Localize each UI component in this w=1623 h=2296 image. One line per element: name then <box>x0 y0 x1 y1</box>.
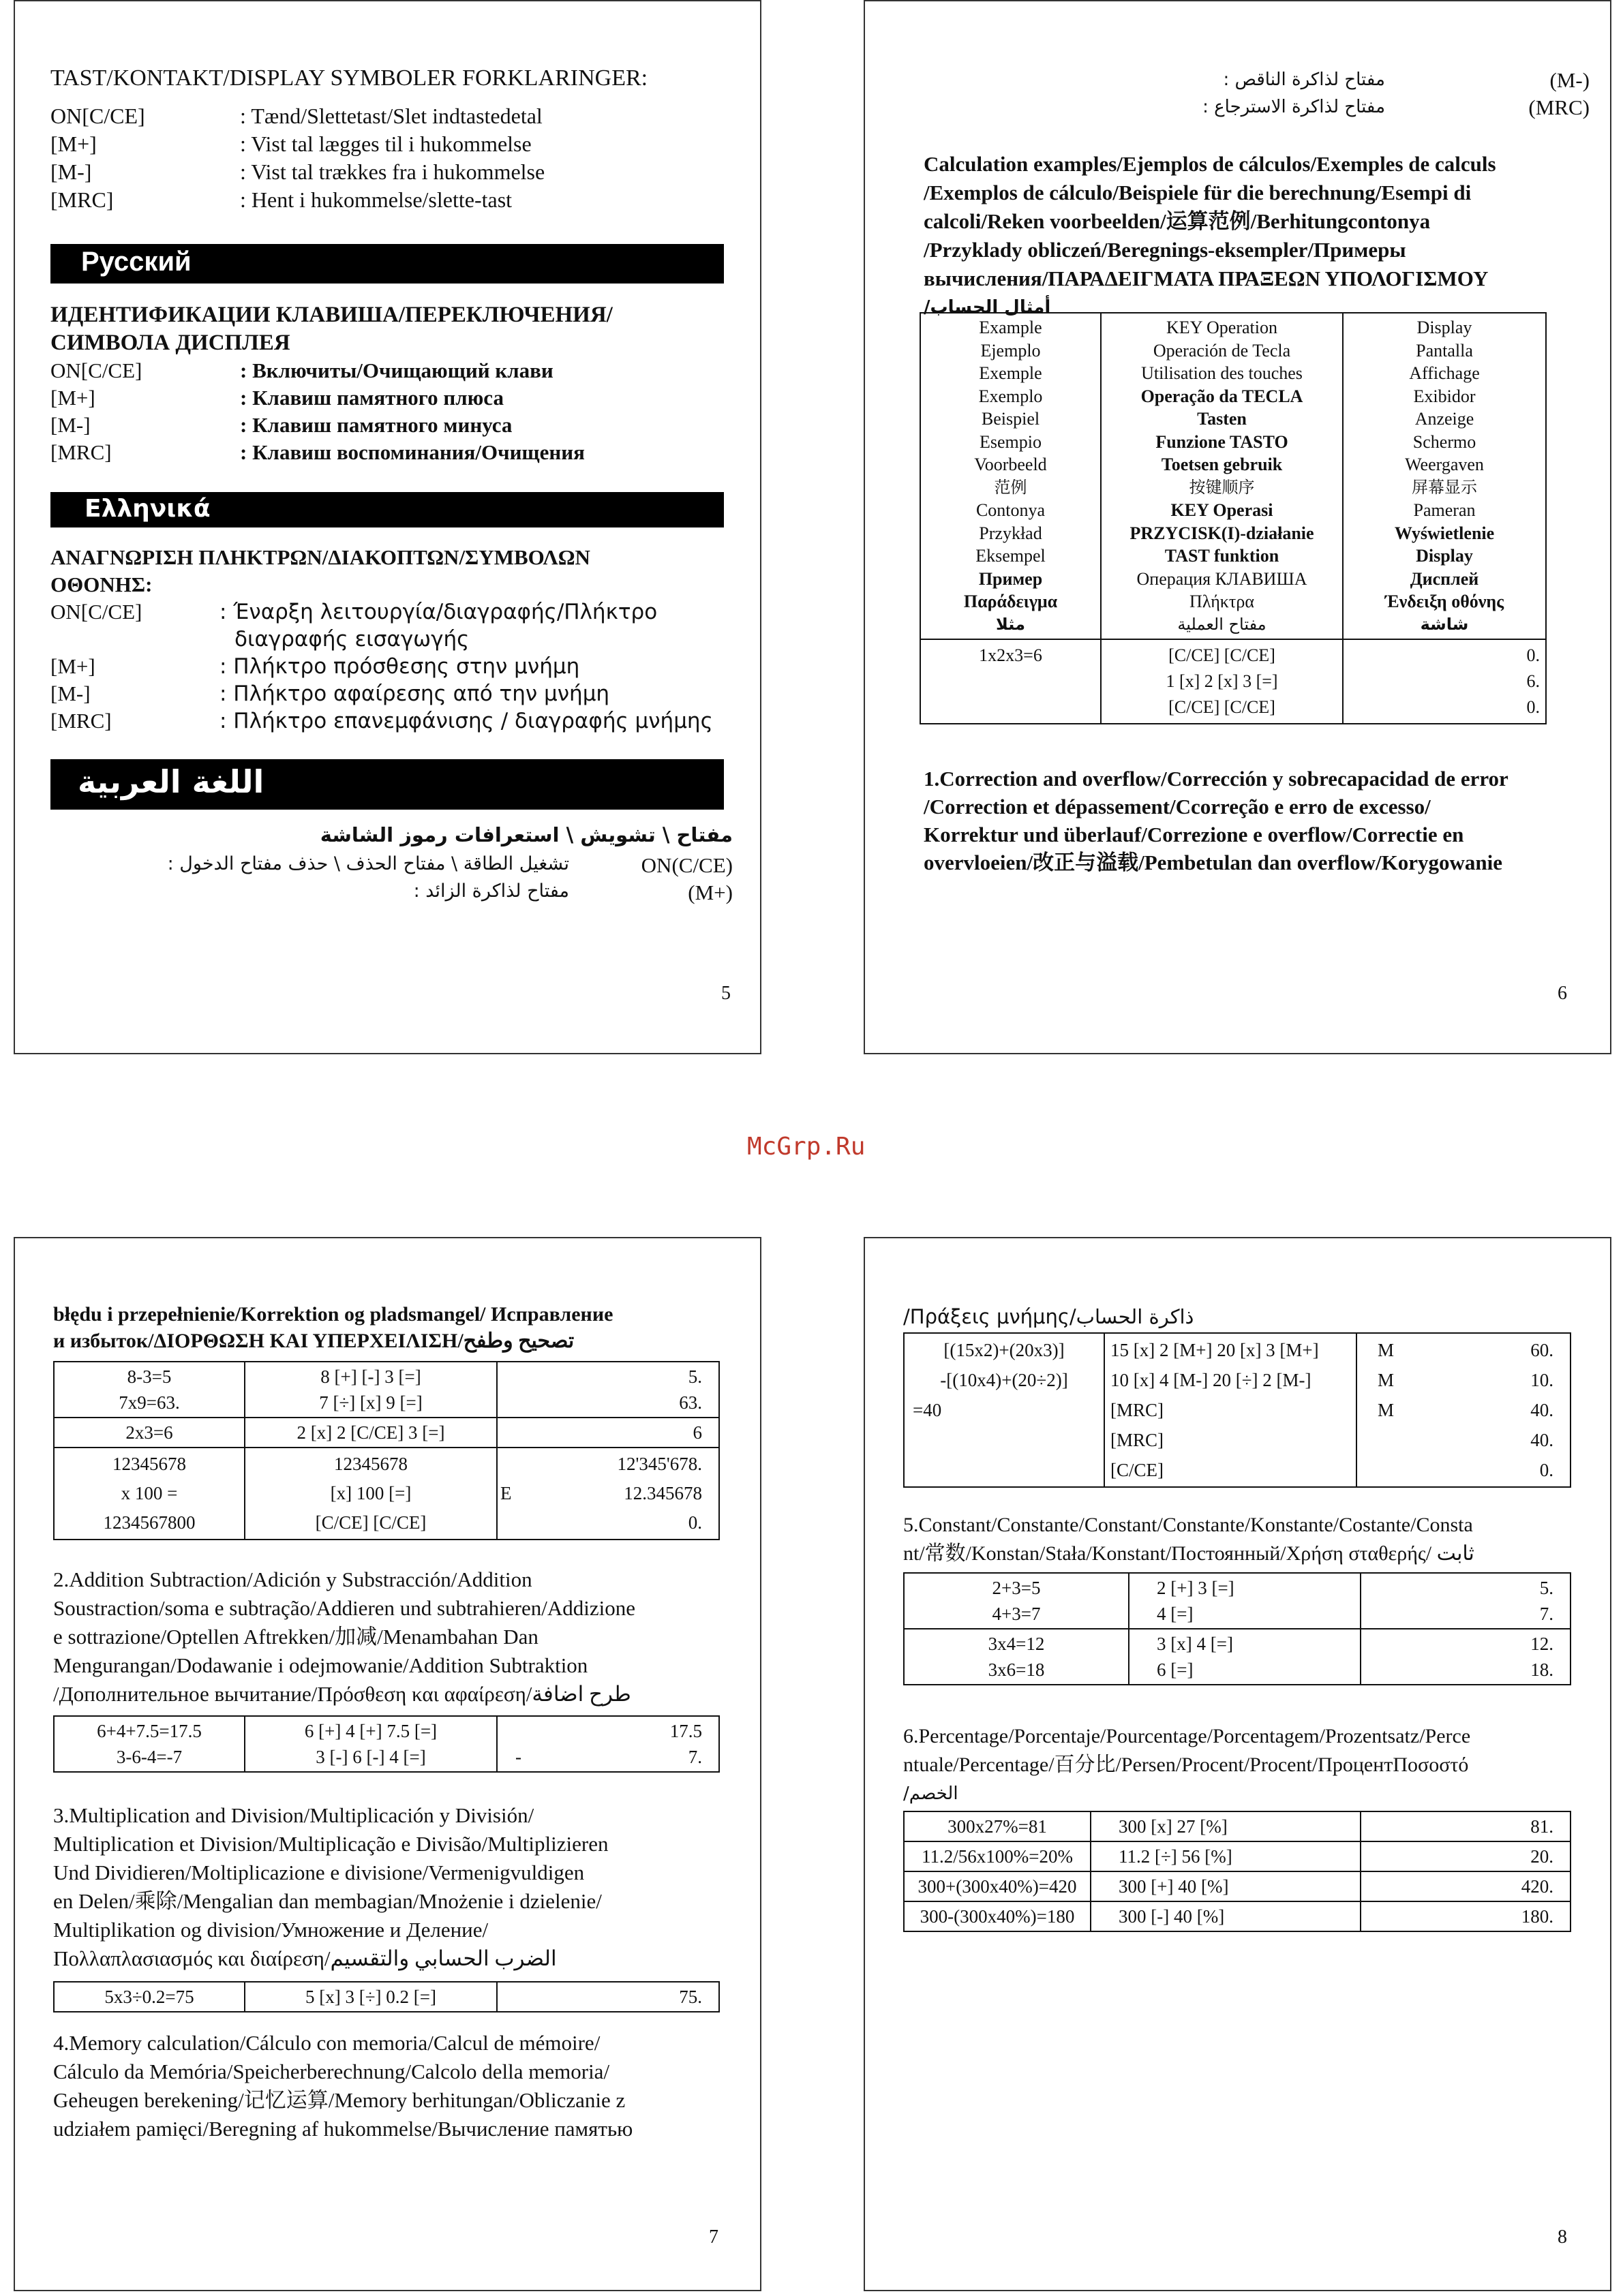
title-line: Calculation examples/Ejemplos de cálculos/Exemples de calculs <box>924 152 1496 176</box>
example-cell <box>54 1362 245 1418</box>
header-label: Операция КЛАВИША <box>1136 568 1307 589</box>
title-line: Multiplikation og division/Умножение и Деление/ <box>53 1918 489 1942</box>
key-desc: : Клавиш памятного минуса <box>240 413 513 437</box>
title-line: СИМВОЛА ДИСПЛЕЯ <box>50 331 290 355</box>
example-cell <box>54 1982 245 2012</box>
key-desc: : Tænd/Slettetast/Slet indtastedetal <box>240 104 543 128</box>
header-label: Exemple <box>979 363 1042 383</box>
table-row <box>904 1333 1571 1487</box>
header-label: Pantalla <box>1416 340 1473 361</box>
example-cell <box>904 1573 1129 1629</box>
display-value: 6 <box>693 1422 702 1443</box>
title-line: /الخصم <box>903 1784 958 1804</box>
key-label: [M-] <box>50 682 91 705</box>
key-label: [M+] <box>50 132 97 156</box>
addition-table <box>53 1715 720 1773</box>
key-sequence: 11.2 [÷] 56 [%] <box>1119 1846 1232 1867</box>
display-value: 63. <box>679 1392 702 1413</box>
greek-title <box>50 544 590 598</box>
key-label: [M-] <box>50 159 92 184</box>
example-text: =40 <box>913 1400 942 1420</box>
title-line: ΑΝΑΓΝΩΡΙΣΗ ΠΛΗΚΤΡΩΝ/ΔΙΑΚΟΠΤΩΝ/ΣΥΜΒΟΛΩΝ <box>50 545 590 569</box>
example-text: x 100 = <box>121 1483 178 1503</box>
display-cell <box>497 1362 719 1418</box>
example-cell <box>54 1448 245 1540</box>
display-value: 40. <box>1530 1430 1553 1450</box>
header-label: Beispiel <box>981 409 1040 429</box>
header-label: Ένδειξη οθόνης <box>1384 592 1504 611</box>
header-label: Pameran <box>1413 500 1476 520</box>
title-line: 1.Correction and overflow/Corrección y sobrecapacidad de error <box>924 767 1508 791</box>
key-sequence: [C/CE] <box>1110 1460 1164 1480</box>
title-line: Korrektur und überlauf/Correzione e overflow/Correctie en <box>924 823 1464 846</box>
header-label: Παράδειγμα <box>963 592 1058 611</box>
keys-cell <box>1129 1573 1361 1629</box>
key-sequence: 3 [-] 6 [-] 4 [=] <box>316 1747 426 1767</box>
page-number: 6 <box>1558 983 1567 1004</box>
title-line: Multiplication et Division/Multiplicação e Divisão/Multiplizieren <box>53 1832 609 1856</box>
key-sequence: 7 [÷] [x] 9 [=] <box>319 1392 423 1413</box>
display-value: 5. <box>1539 1578 1553 1598</box>
russian-title <box>50 301 613 357</box>
example-text: 1x2x3=6 <box>979 645 1042 665</box>
keys-cell <box>245 1448 497 1540</box>
key-sequence: [C/CE] [C/CE] <box>315 1512 427 1533</box>
example-text: 2+3=5 <box>992 1578 1041 1598</box>
table-row <box>920 313 1546 639</box>
key-desc: : Включиты/Очищающий клави <box>240 358 553 382</box>
header-label: Πλήκτρα <box>1189 592 1254 611</box>
header-label: Weergaven <box>1405 455 1484 474</box>
table-row <box>54 1982 719 2012</box>
example-text: [(15x2)+(20x3)] <box>943 1340 1065 1360</box>
key-sequence: [MRC] <box>1110 1400 1164 1420</box>
key-desc: διαγραφής εισαγωγής <box>234 627 470 652</box>
example-cell <box>904 1333 1104 1487</box>
table-row <box>920 639 1546 724</box>
table-row <box>54 1716 719 1772</box>
page-8 <box>864 1237 1611 2291</box>
header-keys-cell <box>1101 313 1343 639</box>
header-label: Дисплей <box>1410 568 1479 589</box>
display-cell <box>497 1716 719 1772</box>
greek-keys <box>50 598 142 735</box>
header-label: Example <box>979 318 1042 337</box>
table-row <box>54 1362 719 1418</box>
russian-keys <box>50 357 142 466</box>
header-label: Wyświetlenie <box>1394 523 1495 543</box>
key-sequence: 8 [+] [-] 3 [=] <box>320 1366 421 1387</box>
keys-cell <box>1091 1871 1361 1901</box>
example-text: 3-6-4=-7 <box>116 1747 183 1767</box>
example-text: 300+(300x40%)=420 <box>917 1876 1077 1897</box>
header-label: PRZYCISK(I)-działanie <box>1129 523 1314 543</box>
header-label: Affichage <box>1409 363 1480 383</box>
display-value: 7. <box>688 1747 702 1767</box>
display-value: 17.5 <box>669 1721 702 1741</box>
danish-keys <box>50 102 145 214</box>
title-line: Soustraction/soma e subtração/Addieren und subtrahieren/Addizione <box>53 1596 635 1620</box>
keys-cell <box>1091 1811 1361 1841</box>
keys-cell <box>1091 1841 1361 1871</box>
display-cell <box>497 1982 719 2012</box>
russian-section-header: Русский <box>50 244 724 284</box>
title-line: en Delen/乘除/Mengalian dan membagian/Mnożenie i dzielenie/ <box>53 1889 602 1913</box>
key-desc: : Πλήκτρο αφαίρεσης από την μνήμη <box>219 682 610 706</box>
example-cell <box>920 639 1101 724</box>
example-text: 8-3=5 <box>127 1366 172 1387</box>
title-line: 2.Addition Subtraction/Adición y Substracción/Addition <box>53 1567 532 1591</box>
key-sequence: 3 [x] 4 [=] <box>1157 1634 1233 1654</box>
header-label: 屏幕显示 <box>1412 477 1477 497</box>
percentage-table <box>903 1811 1571 1932</box>
display-value: 10. <box>1530 1370 1553 1390</box>
title-line: и избыток/ΔΙΟΡΘΩΣΗ ΚΑΙ ΥΠΕΡΧΕΙΛΙΣΗ/تصحيح وطفح <box>53 1330 575 1352</box>
title-line: Mengurangan/Dodawanie i odejmowanie/Addition Subtraktion <box>53 1653 588 1677</box>
display-cell <box>1361 1901 1571 1931</box>
header-label: Schermo <box>1412 431 1476 452</box>
key-sequence: 6 [+] 4 [+] 7.5 [=] <box>304 1721 438 1741</box>
section-1-continued <box>53 1301 613 1354</box>
header-label: Voorbeeld <box>974 455 1047 474</box>
header-label: مثلا <box>996 614 1025 634</box>
display-value: 75. <box>679 1987 702 2007</box>
example-text: 1234567800 <box>103 1512 196 1533</box>
display-value: 0. <box>1539 1460 1553 1480</box>
key-label: [M+] <box>50 654 95 678</box>
display-value: 180. <box>1521 1906 1553 1927</box>
key-label: [M-] <box>50 413 91 437</box>
title-line: /Дополнительное вычитание/Πρόσθεση και αφαίρεση/طرح اضافة <box>53 1682 631 1706</box>
key-desc: : Πλήκτρο επανεμφάνισης / διαγραφής μνήμης <box>219 709 713 733</box>
display-cell <box>1361 1629 1571 1685</box>
example-text: 300x27%=81 <box>947 1816 1047 1837</box>
header-example-cell <box>920 313 1101 639</box>
key-desc: : Клавиш памятного плюса <box>240 386 504 410</box>
key-label: [MRC] <box>50 187 114 212</box>
table-row <box>904 1811 1571 1841</box>
display-value: 6. <box>1526 671 1540 691</box>
key-desc: : Πλήκτρο πρόσθεσης στην μνήμη <box>219 654 580 679</box>
minus-indicator: - <box>515 1747 521 1767</box>
table-row <box>904 1841 1571 1871</box>
display-cell <box>1361 1871 1571 1901</box>
example-text: 11.2/56x100%=20% <box>922 1846 1073 1867</box>
section-1-title <box>924 765 1508 876</box>
header-label: شاشة <box>1420 614 1469 634</box>
header-label: Exemplo <box>978 386 1043 406</box>
example-text: 5x3÷0.2=75 <box>104 1987 194 2007</box>
title-line: /Exemplos de cálculo/Beispiele für die berechnung/Esempi di <box>924 181 1472 204</box>
key-sequence: 2 [+] 3 [=] <box>1157 1578 1234 1598</box>
table-row <box>54 1418 719 1448</box>
page-5 <box>14 0 761 1054</box>
header-label: مفتاح العملية <box>1177 614 1266 634</box>
key-sequence: [C/CE] [C/CE] <box>1168 645 1275 665</box>
key-desc: : Έναρξη λειτουργία/διαγραφής/Πλήκτρο <box>219 600 658 624</box>
arabic-desc: مفتاح لذاكرة الزائد : <box>413 881 569 902</box>
greek-section-header: Ελληνικά <box>50 492 724 527</box>
page-number: 7 <box>709 2226 718 2248</box>
example-text: 12345678 <box>112 1454 186 1474</box>
key-sequence: 15 [x] 2 [M+] 20 [x] 3 [M+] <box>1110 1340 1319 1360</box>
example-cell <box>904 1629 1129 1685</box>
key-label: ON[C/CE] <box>50 104 145 128</box>
key-desc: : Vist tal trækkes fra i hukommelse <box>240 159 545 184</box>
display-value: 12'345'678. <box>617 1454 702 1474</box>
section-3-title <box>53 1801 608 1973</box>
title-line: /أمثال الحساب <box>924 297 1051 318</box>
header-label: Esempio <box>980 431 1042 452</box>
arabic-section-header <box>50 759 724 810</box>
header-label: Operación de Tecla <box>1153 340 1291 361</box>
display-value: 40. <box>1530 1400 1553 1420</box>
section-2-title <box>53 1565 635 1709</box>
section-5-title <box>903 1511 1474 1568</box>
title-line: вычисления/ΠΑΡΑΔΕΙΓΜΑΤΑ ΠΡΑΞΕΩΝ ΥΠΟΛΟΓΙΣΜΟΥ <box>924 266 1489 290</box>
key-sequence: 12345678 <box>334 1454 408 1474</box>
title-line: Geheugen berekening/记忆运算/Memory berhitungan/Obliczanie z <box>53 2088 626 2112</box>
key-label: ON[C/CE] <box>50 600 142 624</box>
key-label <box>50 626 142 653</box>
section-4-title <box>53 2029 633 2143</box>
title-line: e sottrazione/Optellen Aftrekken/加减/Menambahan Dan <box>53 1625 539 1649</box>
page-7 <box>14 1237 761 2291</box>
title-line: calcoli/Reken voorbeelden/运算范例/Berhitungcontonya <box>924 209 1431 233</box>
title-line: overvloeien/改正与溢载/Pembetulan dan overflow/Korygowanie <box>924 851 1502 874</box>
table-row <box>904 1573 1571 1629</box>
watermark: McGrp.Ru <box>747 1133 866 1161</box>
header-label: KEY Operasi <box>1170 500 1273 520</box>
key-sequence: 300 [+] 40 [%] <box>1119 1876 1229 1897</box>
header-label: Anzeige <box>1414 409 1474 429</box>
key-sequence: 300 [x] 27 [%] <box>1119 1816 1228 1837</box>
example-text: 4+3=7 <box>992 1604 1041 1624</box>
example-cell <box>904 1841 1091 1871</box>
table-row <box>904 1901 1571 1931</box>
keys-cell <box>245 1418 497 1448</box>
key-sequence: [x] 100 [=] <box>330 1483 412 1503</box>
header-label: Пример <box>978 568 1043 589</box>
title-line: udziałem pamięci/Beregning af hukommelse/Вычисление памятью <box>53 2117 633 2141</box>
keys-cell <box>245 1362 497 1418</box>
header-label: Operação da TECLA <box>1140 386 1303 406</box>
header-label: Przykład <box>979 523 1042 543</box>
header-label: TAST funktion <box>1164 546 1279 566</box>
title-line: 3.Multiplication and Division/Multiplicación y División/ <box>53 1803 534 1827</box>
page-number: 8 <box>1558 2226 1567 2248</box>
display-value: 5. <box>688 1366 702 1387</box>
russian-descs <box>240 357 585 466</box>
key-desc: : Vist tal lægges til i hukommelse <box>240 132 532 156</box>
table-row <box>54 1448 719 1540</box>
memory-title-continued: /Πράξεις μνήμης/ذاكرة الحساب <box>903 1305 1194 1328</box>
key-desc: : Hent i hukommelse/slette-tast <box>240 187 513 212</box>
display-value: 0. <box>1526 645 1540 665</box>
example-cell <box>904 1871 1091 1901</box>
example-text: 2x3=6 <box>125 1422 173 1443</box>
example-text: 6+4+7.5=17.5 <box>97 1721 202 1741</box>
header-label: Ejemplo <box>980 340 1041 361</box>
calc-examples-title <box>924 150 1496 322</box>
key-sequence: 2 [x] 2 [C/CE] 3 [=] <box>297 1422 445 1443</box>
section-6-title <box>903 1722 1470 1808</box>
key-label: [MRC] <box>50 440 112 464</box>
key-sequence: 6 [=] <box>1157 1659 1194 1680</box>
display-cell <box>497 1418 719 1448</box>
memory-indicator: M <box>1378 1400 1395 1420</box>
example-cell <box>54 1716 245 1772</box>
page-number: 5 <box>721 983 731 1004</box>
key-label: [M+] <box>50 386 95 410</box>
example-text: 300-(300x40%)=180 <box>920 1906 1075 1927</box>
key-label: (M-) <box>1549 68 1590 92</box>
title-line: /Przyklady obliczeń/Beregnings-eksempler/Примеры <box>924 238 1406 262</box>
header-label: 按键顺序 <box>1189 477 1255 497</box>
display-value: 0. <box>688 1512 702 1533</box>
title-line: ΟΘΟΝΗΣ: <box>50 572 153 596</box>
multiplication-table <box>53 1981 720 2012</box>
correction-table <box>53 1361 720 1540</box>
display-cell <box>1361 1841 1571 1871</box>
header-label: Utilisation des touches <box>1141 363 1303 383</box>
display-value: 0. <box>1526 697 1540 717</box>
header-label: Exibidor <box>1413 386 1476 406</box>
example-text: 3x6=18 <box>988 1659 1045 1680</box>
header-label: Funzione TASTO <box>1155 431 1288 452</box>
key-desc: : Клавиш воспоминания/Очищения <box>240 440 585 464</box>
arabic-desc: تشغيل الطاقة \ مفتاح الحذف \ حذف مفتاح الدخول : <box>167 853 569 874</box>
arabic-header-text: اللغة العربية <box>78 763 264 800</box>
key-label: (MRC) <box>1528 95 1590 119</box>
memory-indicator: M <box>1378 1340 1395 1360</box>
keys-cell <box>245 1716 497 1772</box>
arabic-desc: مفتاح لذاكرة الاسترجاع : <box>1202 97 1385 117</box>
memory-indicator: M <box>1378 1370 1395 1390</box>
display-cell <box>497 1448 719 1540</box>
header-label: KEY Operation <box>1166 318 1277 337</box>
example-text: 3x4=12 <box>988 1634 1045 1654</box>
display-value: 12. <box>1530 1634 1553 1654</box>
example-cell <box>904 1901 1091 1931</box>
header-display-cell <box>1343 313 1546 639</box>
display-value: 12.345678 <box>624 1483 702 1503</box>
key-sequence: [MRC] <box>1110 1430 1164 1450</box>
key-label: ON(C/CE) <box>641 853 733 877</box>
table-row <box>904 1871 1571 1901</box>
keys-cell <box>245 1982 497 2012</box>
keys-cell <box>1129 1629 1361 1685</box>
header-label: Display <box>1416 318 1472 337</box>
header-label: Contonya <box>975 500 1046 520</box>
table-row <box>904 1629 1571 1685</box>
memory-table <box>903 1332 1571 1488</box>
display-value: 420. <box>1521 1876 1553 1897</box>
keys-cell <box>1104 1333 1356 1487</box>
display-cell <box>1343 639 1546 724</box>
display-cell <box>1361 1811 1571 1841</box>
display-value: 81. <box>1530 1816 1553 1837</box>
constant-table <box>903 1572 1571 1685</box>
danish-title: TAST/KONTAKT/DISPLAY SYMBOLER FORKLARINGER: <box>50 65 648 91</box>
title-line: ИДЕНТИФИКАЦИИ КЛАВИША/ПЕРЕКЛЮЧЕНИЯ/ <box>50 303 613 327</box>
display-cell <box>1356 1333 1571 1487</box>
title-line: Πολλαπλασιασμός και διαίρεση/الضرب الحسابي والتقسيم <box>53 1946 557 1970</box>
key-label: [MRC] <box>50 709 112 733</box>
key-sequence: 5 [x] 3 [÷] 0.2 [=] <box>305 1987 436 2007</box>
display-value: 18. <box>1530 1659 1553 1680</box>
header-label: Display <box>1416 546 1473 566</box>
header-label: Tasten <box>1197 409 1247 429</box>
header-label: Eksempel <box>975 546 1046 566</box>
title-line: 4.Memory calculation/Cálculo con memoria/Calcul de mémoire/ <box>53 2031 601 2055</box>
key-label: (M+) <box>688 881 733 904</box>
display-value: 60. <box>1530 1340 1553 1360</box>
arabic-title: مفتاح \ تشويش \ استعرافات رموز الشاشة <box>320 823 733 846</box>
example-cell <box>904 1811 1091 1841</box>
key-sequence: 10 [x] 4 [M-] 20 [÷] 2 [M-] <box>1110 1370 1311 1390</box>
header-label: 范例 <box>994 477 1027 497</box>
display-value: 7. <box>1539 1604 1553 1624</box>
title-line: nt/常数/Konstan/Stała/Konstant/Постоянный/Χρήση σταθερής/ ثابت <box>903 1542 1474 1565</box>
title-line: 6.Percentage/Porcentaje/Pourcentage/Porcentagem/Prozentsatz/Perce <box>903 1725 1471 1747</box>
title-line: błędu i przepełnienie/Korrektion og pladsmangel/ Исправление <box>53 1303 613 1326</box>
title-line: Und Dividieren/Moltiplicazione e divisione/Vermenigvuldigen <box>53 1861 585 1884</box>
key-sequence: 300 [-] 40 [%] <box>1119 1906 1225 1927</box>
keys-cell <box>1091 1901 1361 1931</box>
example-cell <box>54 1418 245 1448</box>
key-sequence: 4 [=] <box>1157 1604 1194 1624</box>
key-sequence: [C/CE] [C/CE] <box>1168 697 1275 717</box>
key-sequence: 1 [x] 2 [x] 3 [=] <box>1166 671 1278 691</box>
error-indicator: E <box>500 1483 512 1503</box>
title-line: ntuale/Percentage/百分比/Persen/Procent/Procent/ПроцентΠοσοστό <box>903 1754 1469 1776</box>
title-line: 5.Constant/Constante/Constant/Constante/Konstante/Costante/Consta <box>903 1514 1473 1536</box>
keys-cell <box>1101 639 1343 724</box>
greek-descs <box>219 598 713 735</box>
arabic-desc: مفتاح لذاكرة الناقص : <box>1223 70 1385 90</box>
display-value: 20. <box>1530 1846 1553 1867</box>
example-text: 7x9=63. <box>119 1392 180 1413</box>
example-text: -[(10x4)+(20÷2)] <box>940 1370 1068 1390</box>
examples-table <box>920 312 1547 724</box>
header-label: Toetsen gebruik <box>1161 455 1283 474</box>
display-cell <box>1361 1573 1571 1629</box>
key-label: ON[C/CE] <box>50 358 142 382</box>
danish-descs <box>240 102 545 214</box>
title-line: Cálculo da Memória/Speicherberechnung/Calcolo della memoria/ <box>53 2060 610 2083</box>
title-line: /Correction et dépassement/Ccorreção e erro de excesso/ <box>924 795 1431 818</box>
page-6 <box>864 0 1611 1054</box>
